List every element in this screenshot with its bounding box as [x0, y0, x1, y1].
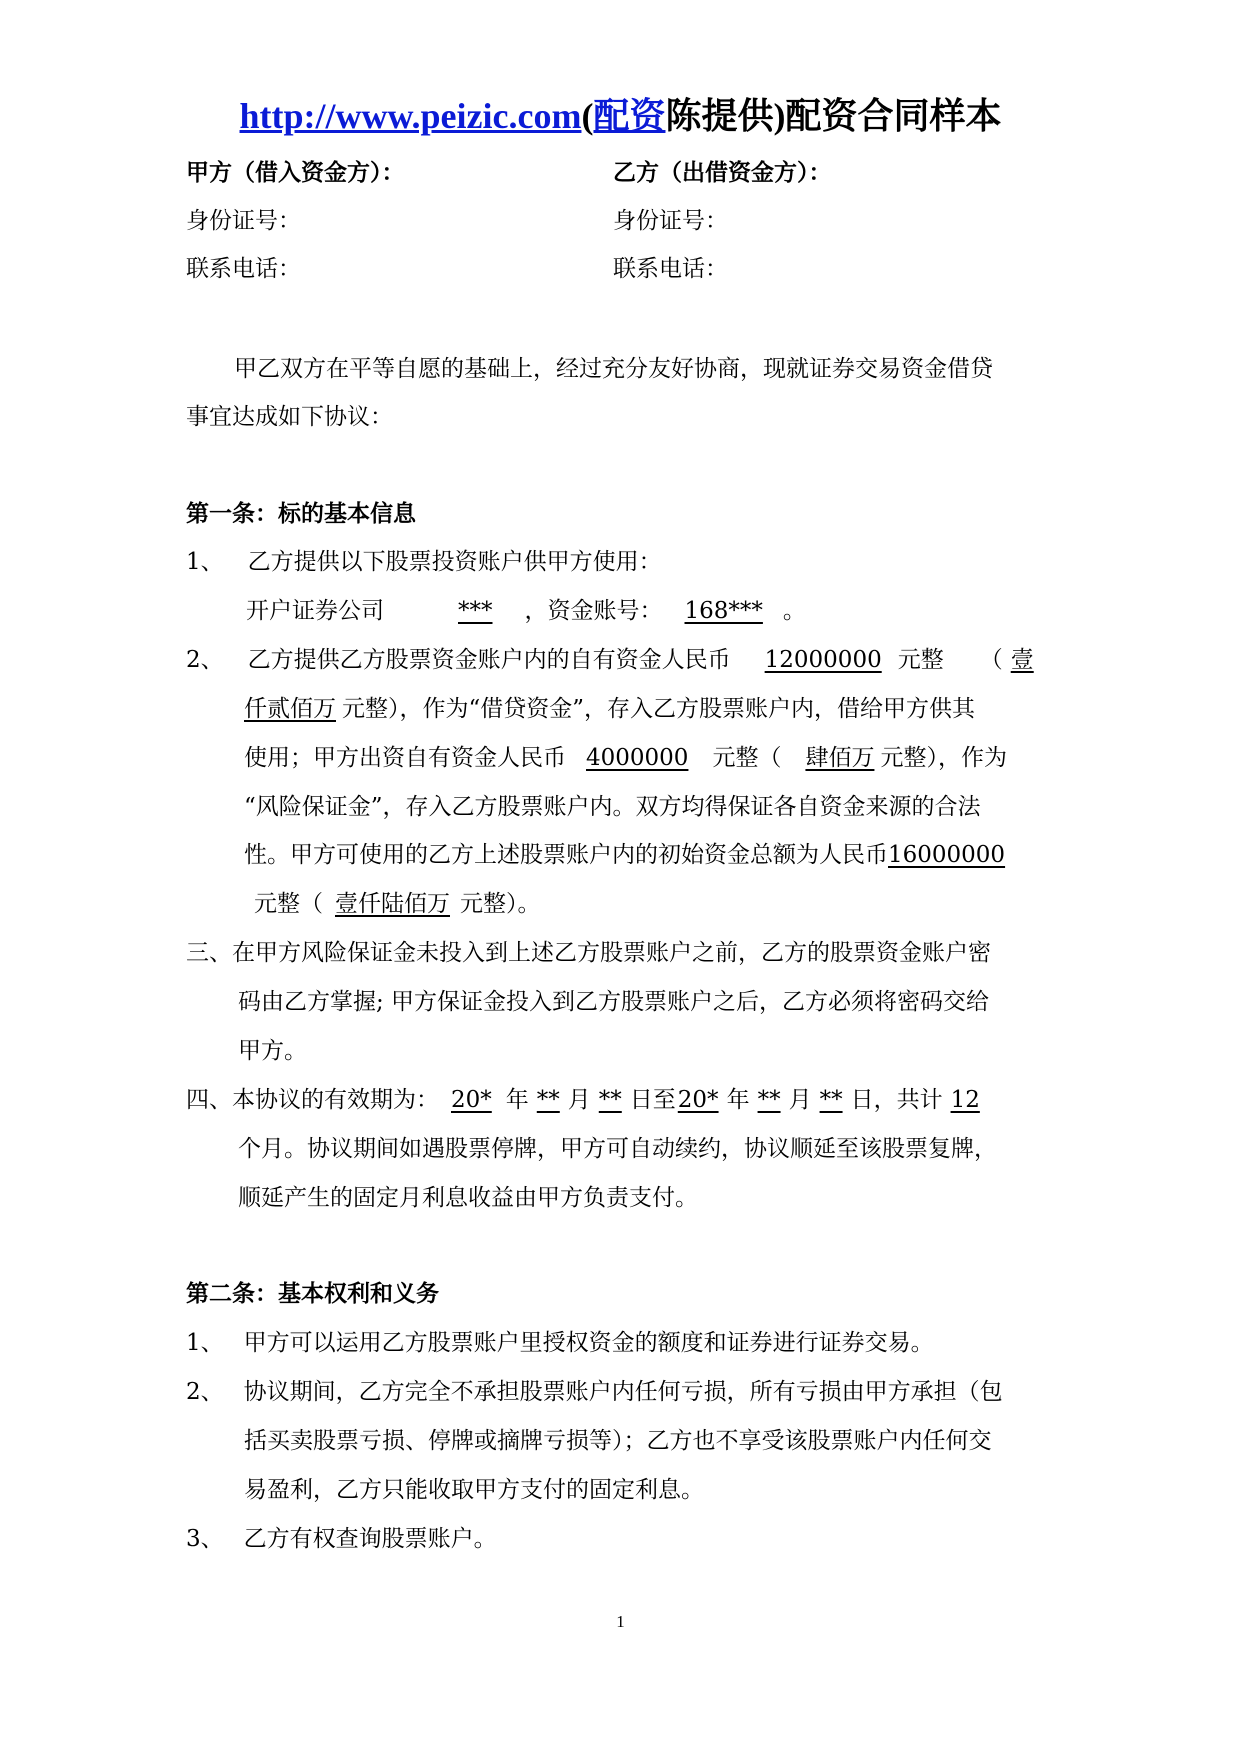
- clause-2-2: [186, 1377, 1003, 1407]
- clause-number: 1、: [186, 1330, 224, 1356]
- party-b-id: 身份证号：: [613, 208, 728, 234]
- clause-2-text: 元整）。: [460, 891, 541, 917]
- clause-1-1: [186, 547, 662, 577]
- clause-1-4: [186, 1085, 984, 1115]
- amount-loan: 12000000: [764, 647, 882, 673]
- clause-2-text: 乙方提供乙方股票资金账户内的自有资金人民币: [247, 647, 731, 673]
- title-rest: 陈提供)配资合同样本: [665, 96, 1002, 136]
- title-paren: (: [581, 96, 594, 136]
- clause-number: 2、: [186, 647, 224, 673]
- intro-line-2: 事宜达成如下协议：: [186, 404, 393, 430]
- document-title: [0, 88, 1241, 139]
- clause-2-text: 元整），作为“借贷资金”，存入乙方股票账户内，借给甲方供其: [342, 696, 976, 722]
- amount-loan-caps-a: 壹: [1010, 647, 1034, 673]
- clause-1-3-line-2: 码由乙方掌握; 甲方保证金投入到乙方股票账户之后，乙方必须将密码交给: [238, 989, 990, 1015]
- paren-open: （: [979, 647, 1003, 673]
- amount-loan-caps-b: 仟贰佰万: [244, 696, 336, 722]
- month-label: 月: [567, 1087, 591, 1113]
- clause-text: 本协议的有效期为：: [232, 1087, 439, 1113]
- party-a-label: 甲方（借入资金方）：: [186, 159, 405, 186]
- party-a-id: 身份证号：: [186, 208, 301, 234]
- broker-value: ***: [458, 598, 493, 624]
- start-month: **: [536, 1087, 560, 1113]
- clause-1-2-line-3: [244, 743, 1007, 773]
- clause-number: 3、: [186, 1526, 224, 1552]
- party-b-phone: 联系电话：: [613, 256, 728, 282]
- party-b-label: 乙方（出借资金方）：: [613, 159, 832, 186]
- end-day: **: [819, 1087, 843, 1113]
- clause-1-4-line-2: 个月。协议期间如遇股票停牌，甲方可自动续约，协议顺延至该股票复牌，: [238, 1136, 997, 1162]
- clause-1-2-line-2: [244, 694, 975, 724]
- clause-2-text: 使用；甲方出资自有资金人民币: [244, 745, 566, 771]
- clause-1-2: [186, 645, 1034, 675]
- start-year: 20*: [451, 1087, 492, 1113]
- account-value: 168***: [684, 598, 763, 624]
- amount-deposit: 4000000: [586, 745, 689, 771]
- clause-text: 协议期间，乙方完全不承担股票账户内任何亏损，所有亏损由甲方承担（包: [243, 1379, 1003, 1405]
- clause-1-3: [186, 938, 991, 968]
- year-label: 年: [726, 1087, 750, 1113]
- clause-number: 1、: [186, 549, 224, 575]
- yuan-label: 元整: [897, 647, 944, 673]
- account-label: ，资金账号：: [524, 598, 663, 624]
- amount-total-caps: 壹仟陆佰万: [335, 891, 450, 917]
- clause-text: 乙方提供以下股票投资账户供甲方使用：: [247, 549, 662, 575]
- clause-1-1-account: [246, 596, 806, 626]
- account-end: 。: [782, 598, 806, 624]
- clause-number: 四、: [186, 1087, 232, 1113]
- clause-2-3: [186, 1524, 497, 1554]
- end-year: 20*: [677, 1087, 719, 1113]
- clause-2-2-line-3: 易盈利，乙方只能收取甲方支付的固定利息。: [244, 1477, 704, 1503]
- intro-line-1: 甲乙双方在平等自愿的基础上，经过充分友好协商，现就证券交易资金借贷: [234, 356, 993, 382]
- article-2-heading: 第二条：基本权利和义务: [186, 1280, 439, 1307]
- month-label: 月: [788, 1087, 812, 1113]
- yuan-label: 元整（: [254, 891, 323, 917]
- total-label: 日，共计: [850, 1087, 943, 1113]
- clause-1-2-line-4: “风险保证金”，存入乙方股票账户内。双方均得保证各自资金来源的合法: [244, 794, 981, 820]
- amount-deposit-caps: 肆佰万: [805, 745, 875, 771]
- clause-1-2-line-5: [244, 840, 1005, 870]
- amount-total: 16000000: [888, 842, 1006, 868]
- clause-number: 2、: [186, 1379, 224, 1405]
- months-count: 12: [950, 1087, 980, 1113]
- page-number: 1: [616, 1612, 625, 1631]
- clause-2-text: 元整），作为: [880, 745, 1007, 771]
- clause-text: 乙方有权查询股票账户。: [243, 1526, 497, 1552]
- end-month: **: [757, 1087, 781, 1113]
- site-link[interactable]: http://www.peizic.com: [239, 96, 582, 136]
- yuan-label: 元整（: [712, 745, 782, 771]
- party-a-phone: 联系电话：: [186, 256, 301, 282]
- peizi-link[interactable]: 配资: [593, 96, 666, 136]
- clause-2-text: 性。甲方可使用的乙方上述股票账户内的初始资金总额为人民币: [244, 842, 888, 868]
- day-to-label: 日至: [629, 1087, 676, 1113]
- start-day: **: [598, 1087, 622, 1113]
- broker-label: 开户证券公司: [246, 598, 384, 624]
- clause-2-1: [186, 1328, 934, 1358]
- clause-text: 在甲方风险保证金未投入到上述乙方股票账户之前，乙方的股票资金账户密: [232, 940, 991, 966]
- clause-text: 甲方可以运用乙方股票账户里授权资金的额度和证券进行证券交易。: [243, 1330, 934, 1356]
- year-label: 年: [505, 1087, 529, 1113]
- clause-number: 三、: [186, 940, 232, 966]
- clause-1-2-line-6: [244, 889, 541, 919]
- clause-1-4-line-3: 顺延产生的固定月利息收益由甲方负责支付。: [238, 1185, 698, 1211]
- clause-1-3-line-3: 甲方。: [238, 1038, 307, 1064]
- article-1-heading: 第一条：标的基本信息: [186, 500, 416, 527]
- clause-2-2-line-2: 括买卖股票亏损、停牌或摘牌亏损等）；乙方也不享受该股票账户内任何交: [244, 1428, 992, 1454]
